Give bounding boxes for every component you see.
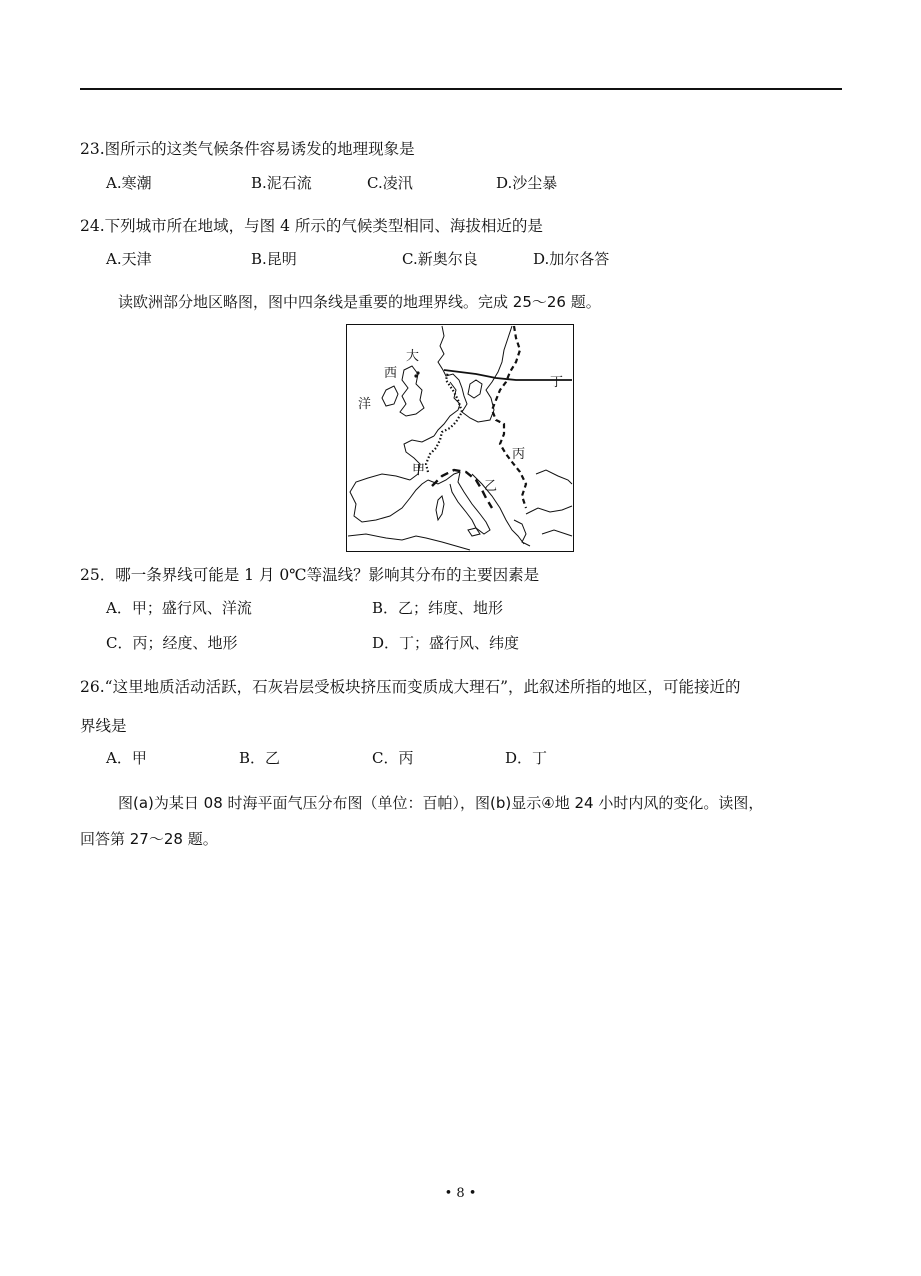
map-point-marker <box>414 374 417 377</box>
map-label-xi: 西 <box>384 366 398 381</box>
intro-27-28-line2: 回答第 27～28 题。 <box>80 830 218 848</box>
europe-sketch-map <box>346 324 574 552</box>
q25-option-a: A．甲；盛行风、洋流 <box>106 599 252 617</box>
map-label-ding: 丁 <box>550 375 564 390</box>
q23-option-c: C.凌汛 <box>367 174 413 192</box>
map-label-yi: 乙 <box>484 479 498 494</box>
q24-option-d: D.加尔各答 <box>533 250 610 268</box>
q26-stem-line1: 26.“这里地质活动活跃，石灰岩层受板块挤压而变质成大理石”，此叙述所指的地区，可能接近的 <box>80 678 741 696</box>
intro-27-28-line1: 图(a)为某日 08 时海平面气压分布图（单位：百帕），图(b)显示④地 24 小时内风的变化。读图， <box>118 794 764 812</box>
q24-stem: 24.下列城市所在地域，与图 4 所示的气候类型相同、海拔相近的是 <box>80 217 543 235</box>
map-label-bing: 丙 <box>512 447 526 462</box>
q26-option-b: B．乙 <box>239 749 281 767</box>
q23-option-a: A.寒潮 <box>106 174 152 192</box>
q25-option-b: B．乙；纬度、地形 <box>372 599 504 617</box>
q24-option-b: B.昆明 <box>251 250 297 268</box>
q23-option-d: D.沙尘暴 <box>496 174 558 192</box>
q24-option-a: A.天津 <box>106 250 152 268</box>
page-number: • 8 • <box>444 1186 477 1201</box>
q24-option-c: C.新奥尔良 <box>402 250 478 268</box>
q26-option-a: A．甲 <box>106 749 147 767</box>
q26-stem-line2: 界线是 <box>80 717 127 735</box>
q26-option-d: D．丁 <box>505 749 548 767</box>
map-point-marker <box>416 371 419 374</box>
map-label-da: 大 <box>406 349 420 364</box>
q25-stem: 25．哪一条界线可能是 1 月 0℃等温线？影响其分布的主要因素是 <box>80 566 540 584</box>
q25-option-c: C．丙；经度、地形 <box>106 634 238 652</box>
q26-option-c: C．丙 <box>372 749 414 767</box>
q23-option-b: B.泥石流 <box>251 174 312 192</box>
q23-stem: 23.图所示的这类气候条件容易诱发的地理现象是 <box>80 140 415 158</box>
intro-25-26: 读欧洲部分地区略图，图中四条线是重要的地理界线。完成 25～26 题。 <box>118 293 601 311</box>
map-label-yang: 洋 <box>358 397 372 412</box>
header-rule <box>80 88 842 90</box>
map-label-jia: 甲 <box>412 463 426 478</box>
q25-option-d: D．丁；盛行风、纬度 <box>372 634 520 652</box>
